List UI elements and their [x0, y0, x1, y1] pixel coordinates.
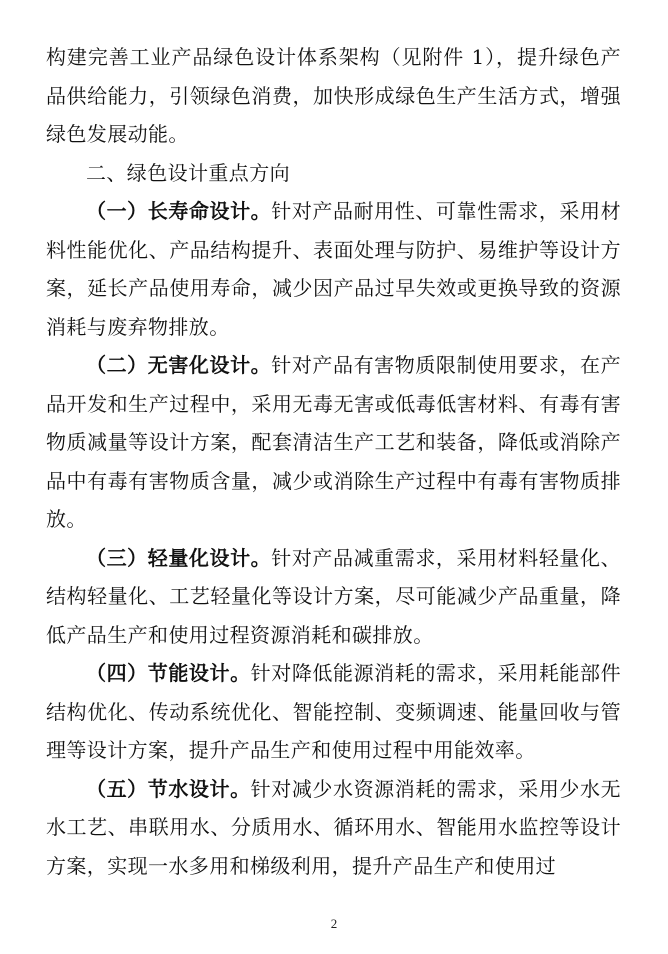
- item-title-lightweight: （三）轻量化设计。: [86, 545, 272, 570]
- document-body: [46, 38, 621, 885]
- item-title-water-saving: （五）节水设计。: [86, 776, 251, 801]
- item-body-lightweight: 针对产品减重需求，采用材料轻量化、结构轻量化、工艺轻量化等设计方案，尽可能减少产品重量，降低产品生产和使用过程资源消耗和碳排放。: [46, 545, 621, 647]
- section-heading: 二、绿色设计重点方向: [86, 160, 290, 185]
- item-paragraph-water-saving: [46, 770, 621, 886]
- intro-paragraph: 构建完善工业产品绿色设计体系架构（见附件 1），提升绿色产品供给能力，引领绿色消费，加快形成绿色生产生活方式，增强绿色发展动能。: [46, 45, 621, 146]
- item-paragraph-lightweight: [46, 539, 621, 655]
- item-title-long-life: （一）长寿命设计。: [86, 199, 272, 223]
- item-title-energy-saving: （四）节能设计。: [86, 661, 251, 685]
- item-title-harmless: （二）无害化设计。: [86, 353, 272, 377]
- page-number: 2: [330, 916, 338, 931]
- item-body-energy-saving: 针对降低能源消耗的需求，采用耗能部件结构优化、传动系统优化、智能控制、变频调速、能量回收与管理等设计方案，提升产品生产和使用过程中用能效率。: [46, 661, 621, 762]
- item-body-water-saving: 针对减少水资源消耗的需求，采用少水无水工艺、串联用水、分质用水、循环用水、智能用水监控等设计方案，实现一水多用和梯级利用，提升产品生产和使用过: [46, 776, 621, 878]
- item-paragraph-harmless: [46, 346, 621, 539]
- item-body-harmless: 针对产品有害物质限制使用要求，在产品开发和生产过程中，采用无毒无害或低毒低害材料、有毒有害物质减量等设计方案，配套清洁生产工艺和装备，降低或消除产品中有毒有害物质含量，减少或消除生产过程中有毒有害物质排放。: [46, 353, 621, 531]
- item-paragraph-long-life: [46, 192, 621, 346]
- item-body-long-life: 针对产品耐用性、可靠性需求，采用材料性能优化、产品结构提升、表面处理与防护、易维护等设计方案，延长产品使用寿命，减少因产品过早失效或更换导致的资源消耗与废弃物排放。: [46, 199, 621, 339]
- item-paragraph-energy-saving: [46, 654, 621, 770]
